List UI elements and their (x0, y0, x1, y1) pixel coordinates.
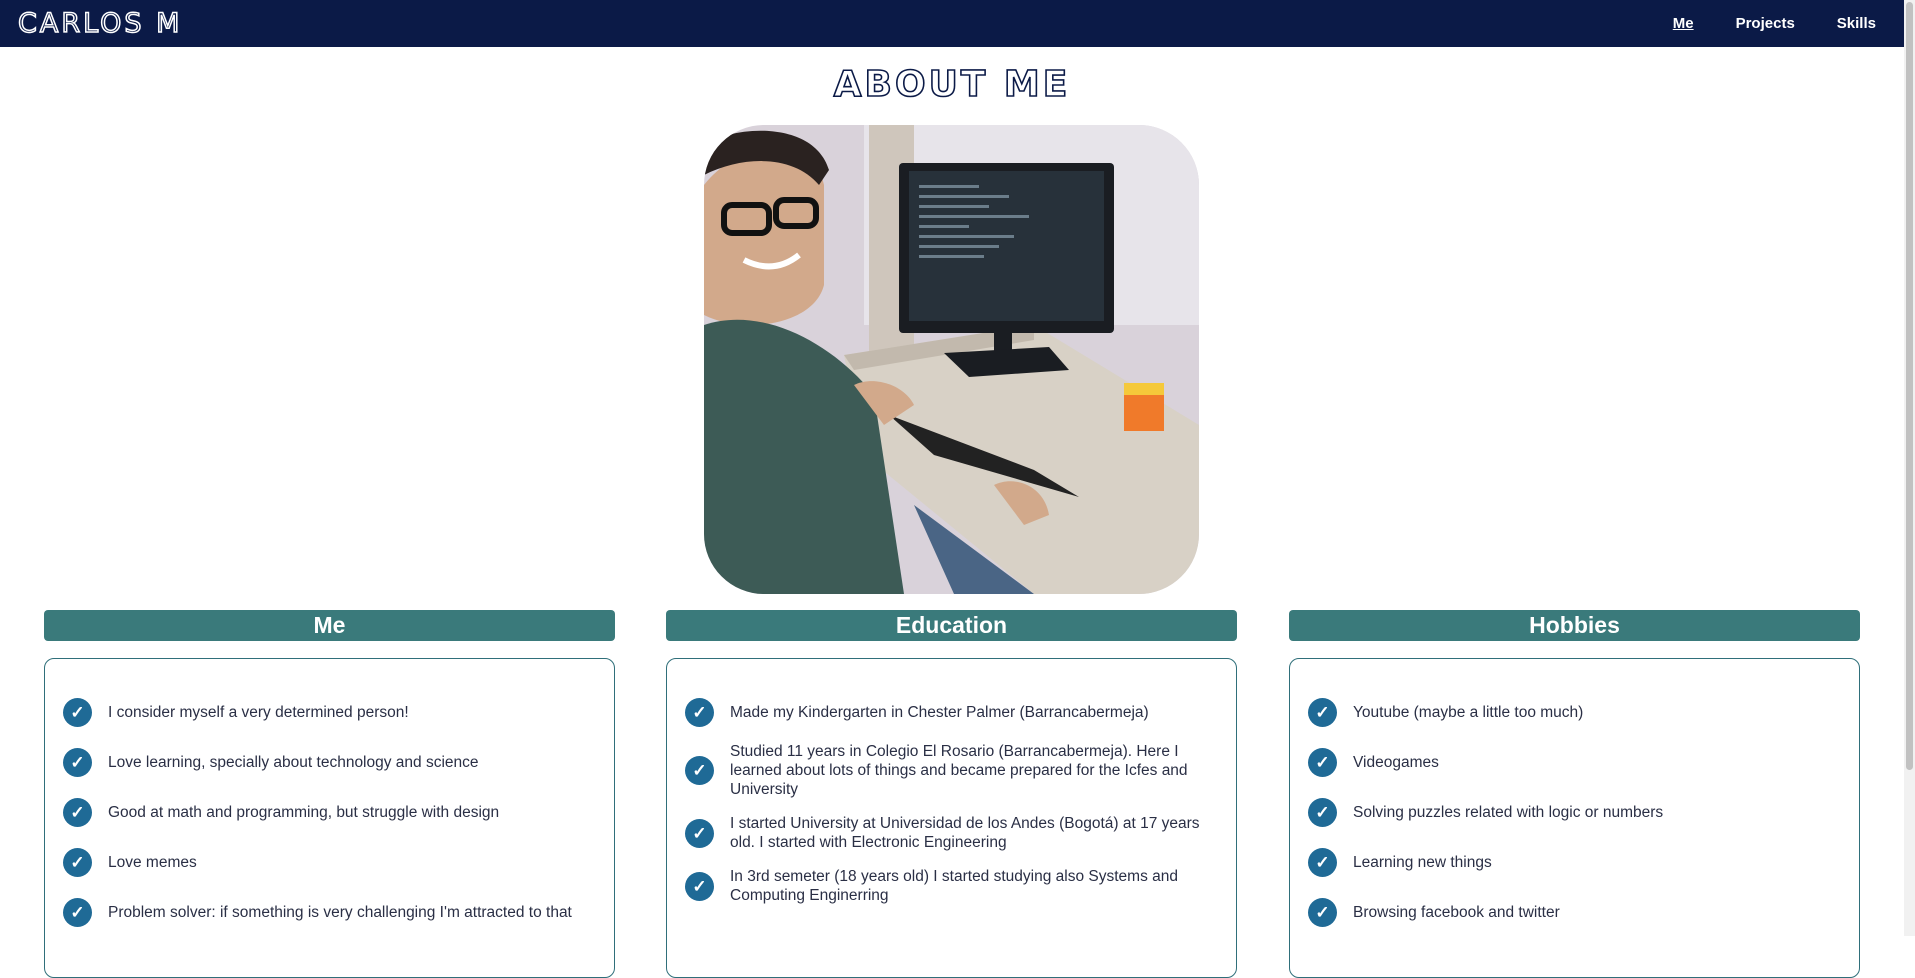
check-icon: ✓ (1308, 848, 1337, 877)
list-item-text: Solving puzzles related with logic or numbers (1353, 803, 1664, 821)
check-icon: ✓ (1308, 898, 1337, 927)
list-item (685, 742, 1218, 799)
list-item-text: Studied 11 years in Colegio El Rosario (Barrancabermeja). Here I learned about lots of things and became prepared for the Icfes and University (730, 743, 1188, 798)
list-item-text: I started University at Universidad de los Andes (Bogotá) at 17 years old. I started with Electronic Engineering (730, 815, 1200, 851)
check-icon: ✓ (63, 898, 92, 927)
list-item (685, 867, 1218, 905)
check-icon: ✓ (63, 748, 92, 777)
list-item-text: Problem solver: if something is very challenging I'm attracted to that (108, 903, 572, 921)
section-header-hobbies: Hobbies (1289, 610, 1860, 641)
check-icon: ✓ (1308, 798, 1337, 827)
list-item-text: I consider myself a very determined person! (108, 703, 409, 721)
section-me (44, 610, 615, 978)
check-icon: ✓ (685, 872, 714, 901)
list-item-text: Learning new things (1353, 853, 1492, 871)
navbar (0, 0, 1904, 47)
list-item (1308, 747, 1841, 777)
list-item (63, 847, 596, 877)
section-header-education: Education (666, 610, 1237, 641)
profile-photo (704, 125, 1199, 594)
list-item (685, 814, 1218, 852)
list-item (63, 747, 596, 777)
list-item-text: In 3rd semeter (18 years old) I started studying also Systems and Computing Enginerring (730, 868, 1178, 904)
list-item-text: Good at math and programming, but struggle with design (108, 803, 500, 821)
list-item-text: Love learning, specially about technology and science (108, 753, 479, 771)
section-box-hobbies (1289, 658, 1860, 978)
page-title: ABOUT ME (833, 64, 1071, 105)
list-item (1308, 897, 1841, 927)
list-item-text: Browsing facebook and twitter (1353, 903, 1560, 921)
check-icon: ✓ (685, 819, 714, 848)
list-item (1308, 847, 1841, 877)
list-item-text: Videogames (1353, 753, 1439, 771)
check-icon: ✓ (63, 698, 92, 727)
list-item (685, 697, 1218, 727)
list-item (1308, 797, 1841, 827)
check-icon: ✓ (685, 698, 714, 727)
brand-logo[interactable]: CARLOS M (18, 8, 183, 39)
section-box-education (666, 658, 1237, 978)
list-item (63, 697, 596, 727)
check-icon: ✓ (1308, 748, 1337, 777)
nav-link-skills[interactable]: Skills (1836, 15, 1876, 32)
scrollbar-thumb[interactable] (1906, 2, 1913, 770)
list-item (1308, 697, 1841, 727)
scrollbar[interactable] (1904, 0, 1915, 936)
check-icon: ✓ (63, 848, 92, 877)
check-icon: ✓ (685, 756, 714, 785)
nav-link-projects[interactable]: Projects (1735, 15, 1795, 32)
list-item (63, 897, 596, 927)
check-icon: ✓ (1308, 698, 1337, 727)
list-item-text: Youtube (maybe a little too much) (1353, 703, 1584, 721)
nav-link-me[interactable]: Me (1672, 15, 1694, 32)
list-item (63, 797, 596, 827)
section-box-me (44, 658, 615, 978)
list-item-text: Love memes (108, 853, 197, 871)
section-hobbies (1289, 610, 1860, 978)
check-icon: ✓ (63, 798, 92, 827)
section-header-me: Me (44, 610, 615, 641)
list-item-text: Made my Kindergarten in Chester Palmer (Barrancabermeja) (730, 703, 1149, 721)
nav-links (1673, 15, 1886, 32)
section-education (666, 610, 1237, 978)
